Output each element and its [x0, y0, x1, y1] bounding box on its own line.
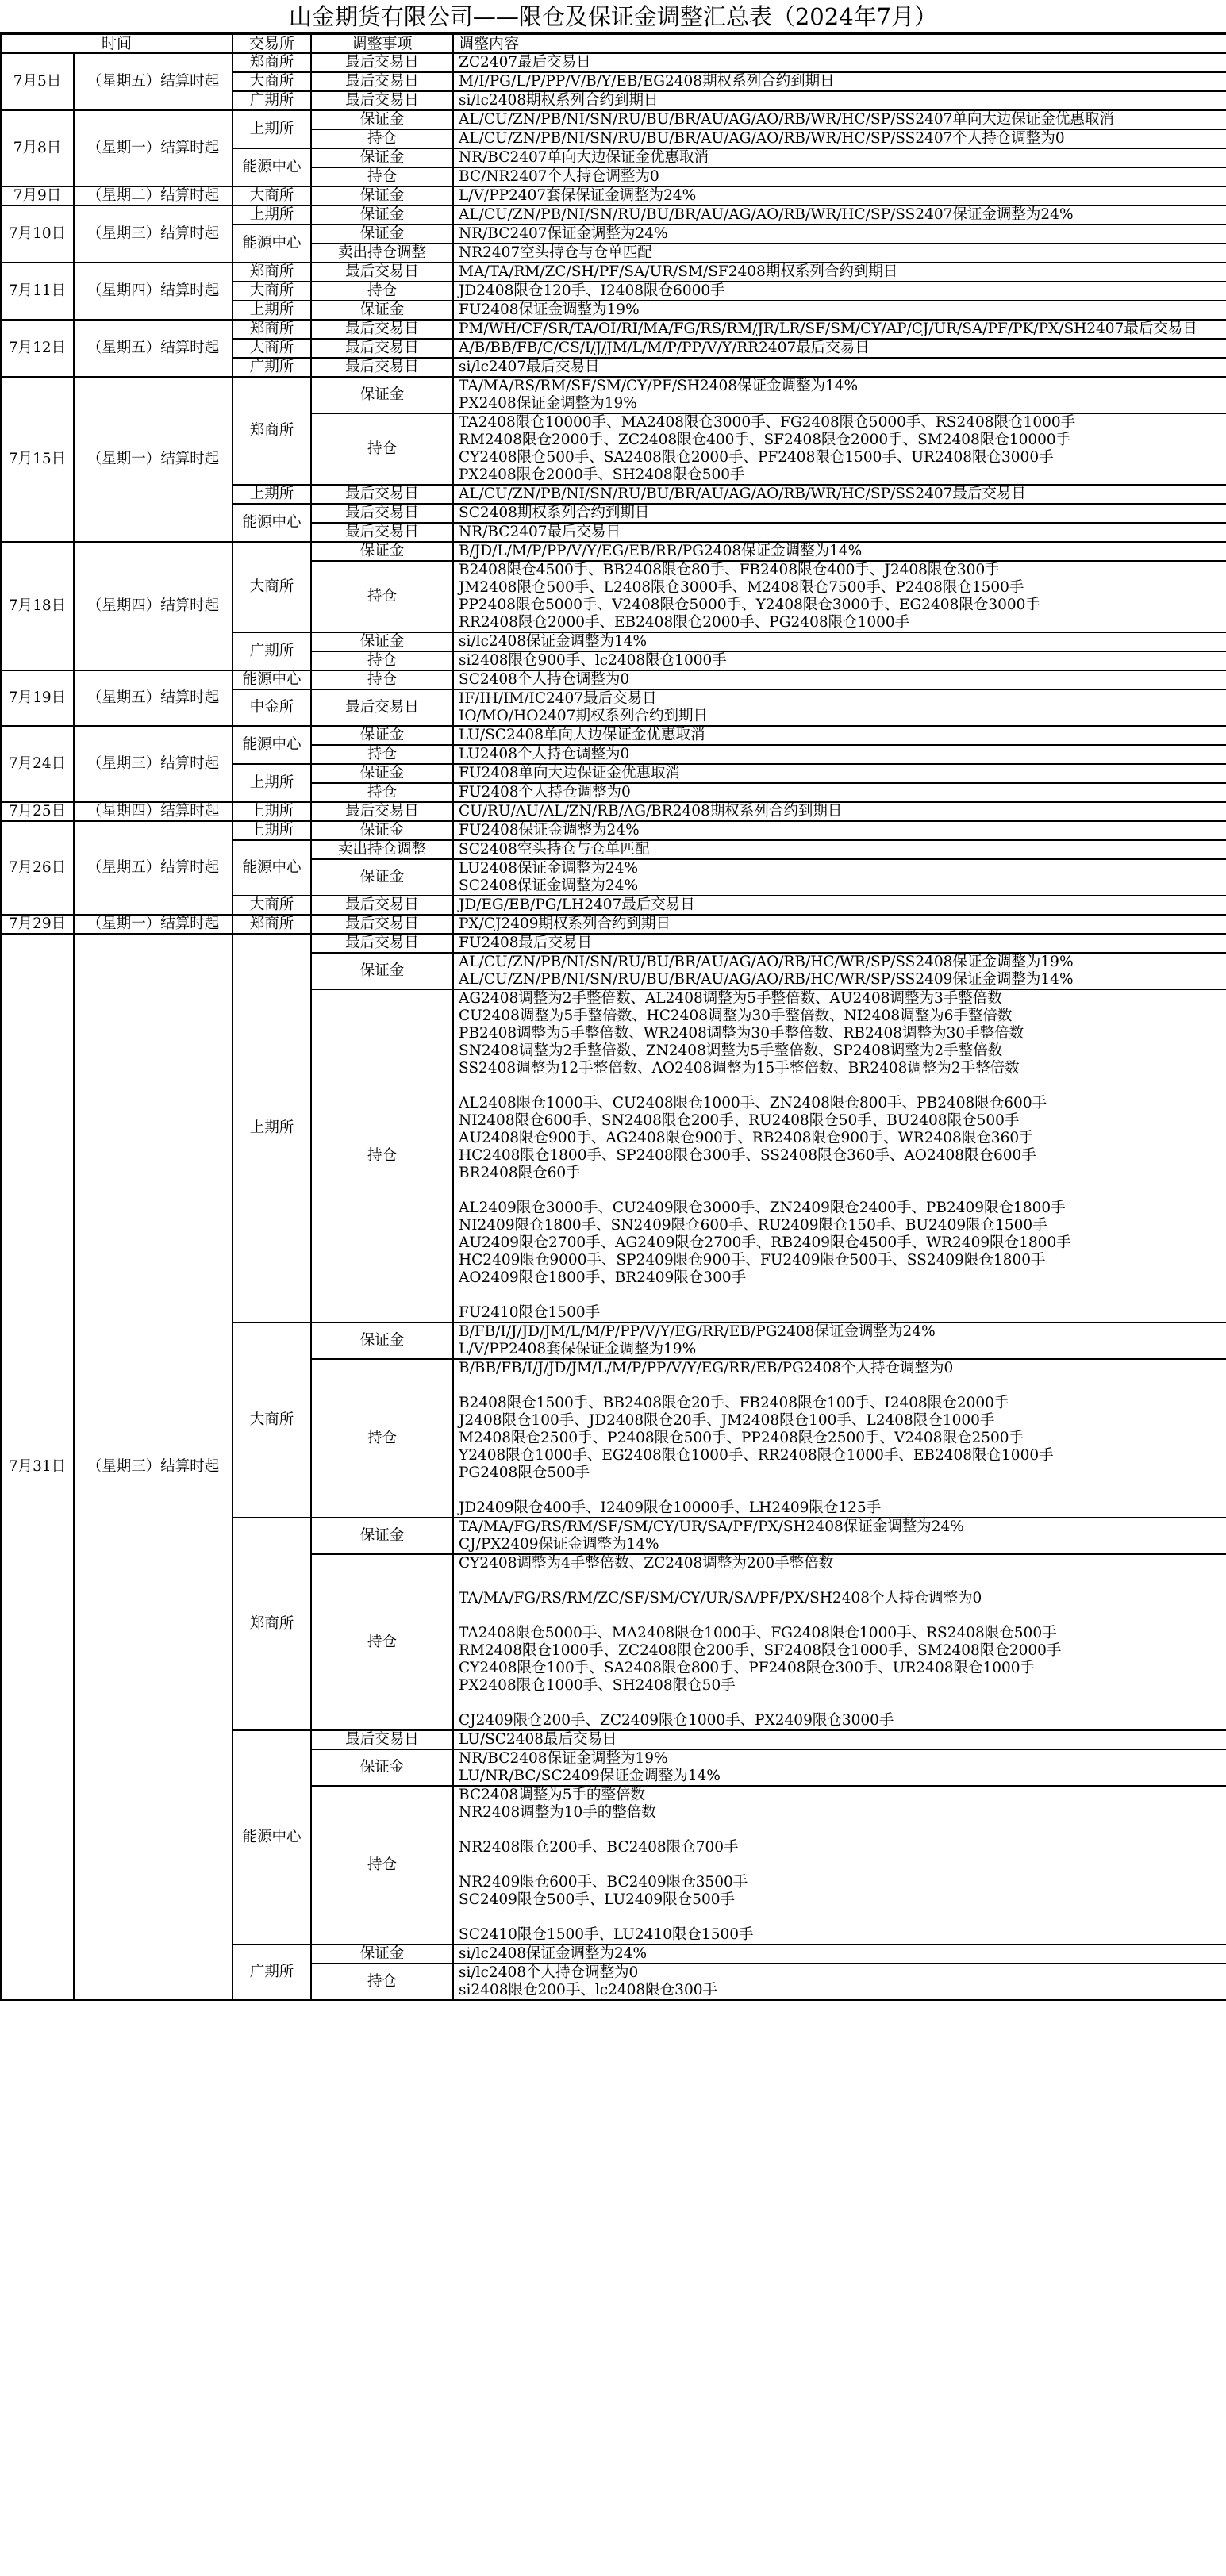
exchange-cell: 大商所: [233, 896, 311, 915]
table-row: [1, 726, 1226, 745]
item-cell: 最后交易日: [311, 72, 453, 91]
content-cell: TA/MA/RS/RM/SF/SM/CY/PF/SH2408保证金调整为14% PX2408保证金调整为19%: [453, 377, 1226, 413]
exchange-cell: 广期所: [233, 1944, 311, 2000]
content-cell: si/lc2407最后交易日: [453, 358, 1226, 377]
content-cell: FU2408单向大边保证金优惠取消: [453, 764, 1226, 783]
exchange-cell: 能源中心: [233, 840, 311, 896]
item-cell: 保证金: [311, 110, 453, 129]
exchange-cell: 能源中心: [233, 726, 311, 764]
exchange-cell: 上期所: [233, 205, 311, 225]
exchange-cell: 上期所: [233, 301, 311, 320]
content-cell: NR/BC2407最后交易日: [453, 523, 1226, 542]
content-cell: TA2408限仓10000手、MA2408限仓3000手、FG2408限仓5000手、RS2408限仓1000手 RM2408限仓2000手、ZC2408限仓400手、SF2408限仓2000手、SM2408限仓10000手 CY2408限仓500手、SA2408限仓2000手、PF2408限仓1500手、UR2408限仓3000手 PX2408限仓2000手、SH2408限仓500手: [453, 413, 1226, 485]
header-exchange: 交易所: [233, 34, 311, 53]
item-cell: 最后交易日: [311, 915, 453, 934]
item-cell: 保证金: [311, 377, 453, 413]
content-cell: CU/RU/AU/AL/ZN/RB/AG/BR2408期权系列合约到期日: [453, 802, 1226, 821]
exchange-cell: 能源中心: [233, 148, 311, 186]
date-cell: 7月5日: [1, 53, 74, 110]
exchange-cell: 能源中心: [233, 504, 311, 542]
content-cell: si2408限仓900手、lc2408限仓1000手: [453, 651, 1226, 670]
table-row: [1, 915, 1226, 934]
item-cell: 卖出持仓调整: [311, 244, 453, 263]
item-cell: 最后交易日: [311, 91, 453, 110]
item-cell: 卖出持仓调整: [311, 840, 453, 859]
table-row: [1, 205, 1226, 225]
exchange-cell: 上期所: [233, 802, 311, 821]
item-cell: 保证金: [311, 726, 453, 745]
item-cell: 持仓: [311, 1964, 453, 2000]
table-row: [1, 542, 1226, 561]
exchange-cell: 上期所: [233, 934, 311, 1323]
content-cell: JD/EG/EB/PG/LH2407最后交易日: [453, 896, 1226, 915]
content-cell: si/lc2408个人持仓调整为0 si2408限仓200手、lc2408限仓300手: [453, 1964, 1226, 2000]
item-cell: 保证金: [311, 821, 453, 840]
exchange-cell: 上期所: [233, 821, 311, 840]
content-cell: BC2408调整为5手的整倍数 NR2408调整为10手的整倍数 NR2408限仓200手、BC2408限仓700手 NR2409限仓600手、BC2409限仓3500手 SC2409限仓500手、LU2409限仓500手 SC2410限仓1500手、LU2410限仓1500手: [453, 1786, 1226, 1944]
date-cell: 7月8日: [1, 110, 74, 186]
item-cell: 最后交易日: [311, 689, 453, 726]
content-cell: si/lc2408保证金调整为24%: [453, 1944, 1226, 1964]
weekday-cell: （星期四）结算时起: [74, 263, 233, 320]
table-row: [1, 377, 1226, 413]
item-cell: 持仓: [311, 670, 453, 689]
content-cell: M/I/PG/L/P/PP/V/B/Y/EB/EG2408期权系列合约到期日: [453, 72, 1226, 91]
exchange-cell: 郑商所: [233, 377, 311, 485]
content-cell: SC2408个人持仓调整为0: [453, 670, 1226, 689]
item-cell: 持仓: [311, 1554, 453, 1730]
table-row: [1, 110, 1226, 129]
header-row: [1, 34, 1226, 53]
item-cell: 保证金: [311, 953, 453, 989]
item-cell: 保证金: [311, 148, 453, 167]
item-cell: 最后交易日: [311, 263, 453, 282]
item-cell: 最后交易日: [311, 802, 453, 821]
content-cell: SC2408空头持仓与仓单匹配: [453, 840, 1226, 859]
content-cell: AL/CU/ZN/PB/NI/SN/RU/BU/BR/AU/AG/AO/RB/WR/HC/SP/SS2407保证金调整为24%: [453, 205, 1226, 225]
weekday-cell: （星期四）结算时起: [74, 542, 233, 670]
content-cell: LU2408个人持仓调整为0: [453, 745, 1226, 764]
content-cell: FU2408保证金调整为24%: [453, 821, 1226, 840]
content-cell: L/V/PP2407套保保证金调整为24%: [453, 186, 1226, 205]
table-row: [1, 53, 1226, 72]
table-row: [1, 320, 1226, 339]
item-cell: 最后交易日: [311, 1730, 453, 1749]
content-cell: B/JD/L/M/P/PP/V/Y/EG/EB/RR/PG2408保证金调整为14%: [453, 542, 1226, 561]
content-cell: NR/BC2407保证金调整为24%: [453, 225, 1226, 244]
exchange-cell: 大商所: [233, 186, 311, 205]
date-cell: 7月10日: [1, 205, 74, 263]
item-cell: 最后交易日: [311, 320, 453, 339]
content-cell: si/lc2408期权系列合约到期日: [453, 91, 1226, 110]
exchange-cell: 上期所: [233, 485, 311, 504]
item-cell: 最后交易日: [311, 53, 453, 72]
adjustment-table: [0, 33, 1226, 2001]
item-cell: 最后交易日: [311, 523, 453, 542]
item-cell: 保证金: [311, 205, 453, 225]
item-cell: 持仓: [311, 1359, 453, 1518]
weekday-cell: （星期一）结算时起: [74, 377, 233, 542]
item-cell: 保证金: [311, 1518, 453, 1554]
weekday-cell: （星期三）结算时起: [74, 726, 233, 802]
content-cell: PX/CJ2409期权系列合约到期日: [453, 915, 1226, 934]
weekday-cell: （星期二）结算时起: [74, 186, 233, 205]
content-cell: AL/CU/ZN/PB/NI/SN/RU/BU/BR/AU/AG/AO/RB/WR/HC/SP/SS2407单向大边保证金优惠取消: [453, 110, 1226, 129]
weekday-cell: （星期四）结算时起: [74, 802, 233, 821]
table-row: [1, 934, 1226, 953]
exchange-cell: 大商所: [233, 72, 311, 91]
content-cell: NR/BC2407单向大边保证金优惠取消: [453, 148, 1226, 167]
table-row: [1, 670, 1226, 689]
exchange-cell: 能源中心: [233, 225, 311, 263]
exchange-cell: 中金所: [233, 689, 311, 726]
item-cell: 最后交易日: [311, 504, 453, 523]
item-cell: 保证金: [311, 186, 453, 205]
content-cell: IF/IH/IM/IC2407最后交易日 IO/MO/HO2407期权系列合约到期日: [453, 689, 1226, 726]
content-cell: LU/SC2408最后交易日: [453, 1730, 1226, 1749]
weekday-cell: （星期三）结算时起: [74, 205, 233, 263]
content-cell: TA/MA/FG/RS/RM/SF/SM/CY/UR/SA/PF/PX/SH2408保证金调整为24% CJ/PX2409保证金调整为14%: [453, 1518, 1226, 1554]
item-cell: 持仓: [311, 167, 453, 186]
content-cell: LU2408保证金调整为24% SC2408保证金调整为24%: [453, 859, 1226, 896]
content-cell: LU/SC2408单向大边保证金优惠取消: [453, 726, 1226, 745]
content-cell: CY2408调整为4手整倍数、ZC2408调整为200手整倍数 TA/MA/FG/RS/RM/ZC/SF/SM/CY/UR/SA/PF/PX/SH2408个人持仓调整为0 TA2408限仓5000手、MA2408限仓1000手、FG2408限仓1000手、RS2408限仓500手 RM2408限仓1000手、ZC2408限仓200手、SF2408限仓1000手、SM2408限仓2000手 CY2408限仓100手、SA2408限仓800手、PF2408限仓300手、UR2408限仓1000手 PX2408限仓1000手、SH2408限仓50手 CJ2409限仓200手、ZC2409限仓1000手、PX2409限仓3000手: [453, 1554, 1226, 1730]
header-time: 时间: [1, 34, 233, 53]
content-cell: ZC2407最后交易日: [453, 53, 1226, 72]
item-cell: 保证金: [311, 1323, 453, 1359]
item-cell: 保证金: [311, 1749, 453, 1786]
exchange-cell: 郑商所: [233, 53, 311, 72]
exchange-cell: 大商所: [233, 339, 311, 358]
item-cell: 保证金: [311, 225, 453, 244]
content-cell: SC2408期权系列合约到期日: [453, 504, 1226, 523]
weekday-cell: （星期五）结算时起: [74, 53, 233, 110]
exchange-cell: 大商所: [233, 1323, 311, 1518]
content-cell: A/B/BB/FB/C/CS/I/J/JM/L/M/P/PP/V/Y/RR2407最后交易日: [453, 339, 1226, 358]
exchange-cell: 广期所: [233, 91, 311, 110]
item-cell: 保证金: [311, 764, 453, 783]
item-cell: 保证金: [311, 1944, 453, 1964]
content-cell: AG2408调整为2手整倍数、AL2408调整为5手整倍数、AU2408调整为3手整倍数 CU2408调整为5手整倍数、HC2408调整为30手整倍数、NI2408调整为6手整倍数 PB2408调整为5手整倍数、WR2408调整为30手整倍数、RB2408调整为30手整倍数 SN2408调整为2手整倍数、ZN2408调整为5手整倍数、SP2408调整为2手整倍数 SS2408调整为12手整倍数、AO2408调整为15手整倍数、BR2408调整为2手整倍数 AL2408限仓1000手、CU2408限仓1000手、ZN2408限仓800手、PB2408限仓600手 NI2408限仓600手、SN2408限仓200手、RU2408限仓50手、BU2408限仓500手 AU2408限仓900手、AG2408限仓900手、RB2408限仓900手、WR2408限仓360手 HC2408限仓1800手、SP2408限仓300手、SS2408限仓360手、AO2408限仓600手 BR2408限仓60手 AL2409限仓3000手、CU2409限仓3000手、ZN2409限仓2400手、PB2409限仓1800手 NI2409限仓1800手、SN2409限仓600手、RU2409限仓150手、BU2409限仓1500手 AU2409限仓2700手、AG2409限仓2700手、RB2409限仓4500手、WR2409限仓1800手 HC2409限仓9000手、SP2409限仓900手、FU2409限仓500手、SS2409限仓1800手 AO2409限仓1800手、BR2409限仓300手 FU2410限仓1500手: [453, 989, 1226, 1323]
exchange-cell: 广期所: [233, 358, 311, 377]
date-cell: 7月12日: [1, 320, 74, 377]
item-cell: 持仓: [311, 282, 453, 301]
content-cell: MA/TA/RM/ZC/SH/PF/SA/UR/SM/SF2408期权系列合约到期日: [453, 263, 1226, 282]
date-cell: 7月31日: [1, 934, 74, 2000]
date-cell: 7月11日: [1, 263, 74, 320]
date-cell: 7月19日: [1, 670, 74, 726]
content-cell: AL/CU/ZN/PB/NI/SN/RU/BU/BR/AU/AG/AO/RB/WR/HC/SP/SS2407最后交易日: [453, 485, 1226, 504]
exchange-cell: 郑商所: [233, 320, 311, 339]
date-cell: 7月9日: [1, 186, 74, 205]
exchange-cell: 能源中心: [233, 1730, 311, 1944]
content-cell: NR2407空头持仓与仓单匹配: [453, 244, 1226, 263]
header-item: 调整事项: [311, 34, 453, 53]
item-cell: 保证金: [311, 301, 453, 320]
item-cell: 持仓: [311, 129, 453, 148]
item-cell: 保证金: [311, 632, 453, 651]
date-cell: 7月25日: [1, 802, 74, 821]
exchange-cell: 大商所: [233, 282, 311, 301]
weekday-cell: （星期一）结算时起: [74, 110, 233, 186]
exchange-cell: 郑商所: [233, 263, 311, 282]
item-cell: 持仓: [311, 745, 453, 764]
content-cell: AL/CU/ZN/PB/NI/SN/RU/BU/BR/AU/AG/AO/RB/HC/WR/SP/SS2408保证金调整为19% AL/CU/ZN/PB/NI/SN/RU/BU/BR/AU/AG/AO/RB/HC/WR/SP/SS2409保证金调整为14%: [453, 953, 1226, 989]
item-cell: 持仓: [311, 989, 453, 1323]
content-cell: B/BB/FB/I/J/JD/JM/L/M/P/PP/V/Y/EG/RR/EB/PG2408个人持仓调整为0 B2408限仓1500手、BB2408限仓20手、FB2408限仓100手、I2408限仓2000手 J2408限仓100手、JD2408限仓20手、JM2408限仓100手、L2408限仓1000手 M2408限仓2500手、P2408限仓500手、PP2408限仓2500手、V2408限仓2500手 Y2408限仓1000手、EG2408限仓1000手、RR2408限仓1000手、EB2408限仓1000手 PG2408限仓500手 JD2409限仓400手、I2409限仓10000手、LH2409限仓125手: [453, 1359, 1226, 1518]
item-cell: 保证金: [311, 542, 453, 561]
exchange-cell: 能源中心: [233, 670, 311, 689]
exchange-cell: 广期所: [233, 632, 311, 670]
content-cell: si/lc2408保证金调整为14%: [453, 632, 1226, 651]
item-cell: 最后交易日: [311, 934, 453, 953]
content-cell: FU2408个人持仓调整为0: [453, 783, 1226, 802]
content-cell: FU2408最后交易日: [453, 934, 1226, 953]
content-cell: BC/NR2407个人持仓调整为0: [453, 167, 1226, 186]
exchange-cell: 上期所: [233, 764, 311, 802]
item-cell: 最后交易日: [311, 896, 453, 915]
content-cell: FU2408保证金调整为19%: [453, 301, 1226, 320]
item-cell: 保证金: [311, 859, 453, 896]
item-cell: 持仓: [311, 651, 453, 670]
content-cell: B/FB/I/J/JD/JM/L/M/P/PP/V/Y/EG/RR/EB/PG2408保证金调整为24% L/V/PP2408套保保证金调整为19%: [453, 1323, 1226, 1359]
date-cell: 7月18日: [1, 542, 74, 670]
table-body: [1, 53, 1226, 2000]
table-row: [1, 821, 1226, 840]
content-cell: PM/WH/CF/SR/TA/OI/RI/MA/FG/RS/RM/JR/LR/SF/SM/CY/AP/CJ/UR/SA/PF/PK/PX/SH2407最后交易日: [453, 320, 1226, 339]
item-cell: 最后交易日: [311, 358, 453, 377]
date-cell: 7月26日: [1, 821, 74, 915]
date-cell: 7月29日: [1, 915, 74, 934]
item-cell: 持仓: [311, 413, 453, 485]
date-cell: 7月15日: [1, 377, 74, 542]
exchange-cell: 郑商所: [233, 915, 311, 934]
weekday-cell: （星期五）结算时起: [74, 670, 233, 726]
exchange-cell: 郑商所: [233, 1518, 311, 1730]
weekday-cell: （星期三）结算时起: [74, 934, 233, 2000]
item-cell: 最后交易日: [311, 339, 453, 358]
item-cell: 最后交易日: [311, 485, 453, 504]
exchange-cell: 大商所: [233, 542, 311, 632]
date-cell: 7月24日: [1, 726, 74, 802]
item-cell: 持仓: [311, 783, 453, 802]
table-row: [1, 802, 1226, 821]
item-cell: 持仓: [311, 1786, 453, 1944]
content-cell: JD2408限仓120手、I2408限仓6000手: [453, 282, 1226, 301]
table-row: [1, 263, 1226, 282]
table-row: [1, 186, 1226, 205]
content-cell: NR/BC2408保证金调整为19% LU/NR/BC/SC2409保证金调整为14%: [453, 1749, 1226, 1786]
weekday-cell: （星期一）结算时起: [74, 915, 233, 934]
weekday-cell: （星期五）结算时起: [74, 821, 233, 915]
item-cell: 持仓: [311, 561, 453, 632]
exchange-cell: 上期所: [233, 110, 311, 148]
weekday-cell: （星期五）结算时起: [74, 320, 233, 377]
header-content: 调整内容: [453, 34, 1226, 53]
content-cell: B2408限仓4500手、BB2408限仓80手、FB2408限仓400手、J2408限仓300手 JM2408限仓500手、L2408限仓3000手、M2408限仓7500手、P2408限仓1500手 PP2408限仓5000手、V2408限仓5000手、Y2408限仓3000手、EG2408限仓3000手 RR2408限仓2000手、EB2408限仓2000手、PG2408限仓1000手: [453, 561, 1226, 632]
page-title: 山金期货有限公司——限仓及保证金调整汇总表（2024年7月）: [0, 0, 1226, 33]
content-cell: AL/CU/ZN/PB/NI/SN/RU/BU/BR/AU/AG/AO/RB/WR/HC/SP/SS2407个人持仓调整为0: [453, 129, 1226, 148]
